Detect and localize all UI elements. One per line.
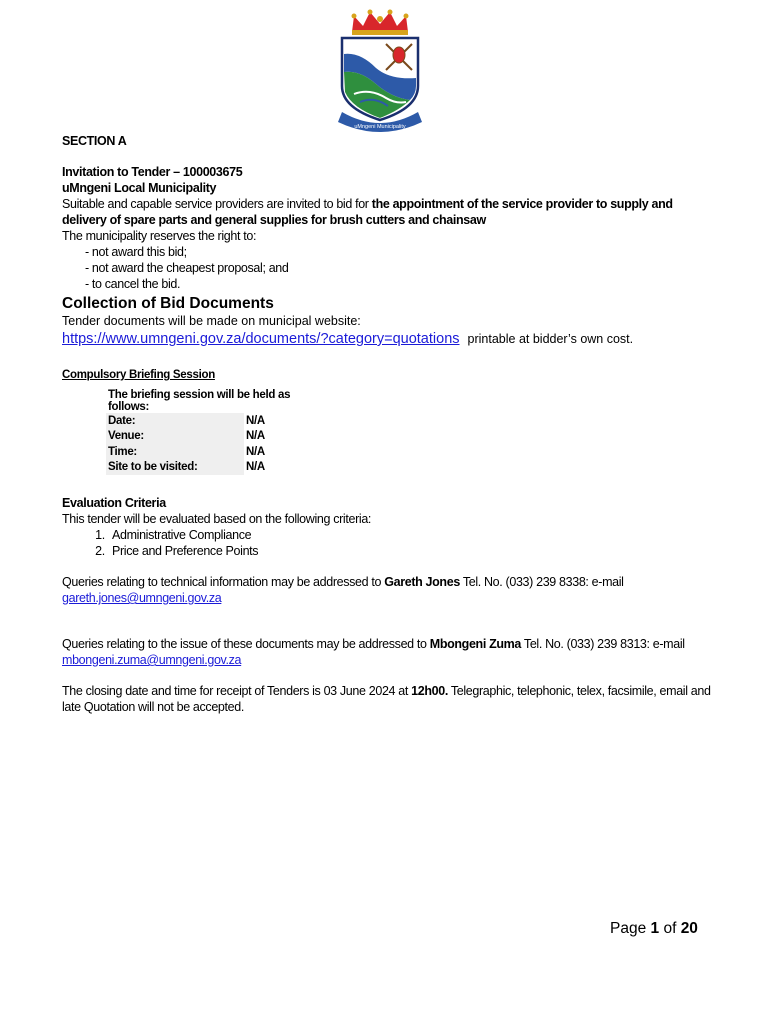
briefing-value: N/A: [246, 445, 265, 458]
briefing-heading: Compulsory Briefing Session: [62, 369, 215, 381]
criteria-item: 1. Administrative Compliance: [108, 527, 712, 543]
collection-text: Tender documents will be made on municipal website:: [62, 314, 361, 328]
briefing-row: [106, 460, 332, 476]
section-heading: SECTION A: [62, 134, 127, 148]
briefing-row: [106, 444, 332, 460]
contact-tel: Tel. No. (033) 239 8338: e-mail: [459, 575, 624, 589]
closing-time: 12h00.: [411, 684, 448, 698]
crest-shield: [342, 38, 418, 120]
documents-email-link[interactable]: mbongeni.zuma@umngeni.gov.za: [62, 653, 242, 667]
criteria-list: [62, 527, 712, 559]
briefing-value: N/A: [246, 461, 265, 474]
page-label: Page: [610, 920, 651, 937]
reserves-text: The municipality reserves the right to:: [62, 229, 257, 243]
right-item: - to cancel the bid.: [85, 277, 181, 291]
briefing-row: [106, 413, 332, 429]
briefing-label: Date:: [106, 413, 244, 429]
briefing-label: Site to be visited:: [106, 460, 244, 476]
collection-cost-note: printable at bidder’s own cost.: [467, 332, 634, 346]
briefing-table: [106, 389, 332, 475]
municipal-crest-logo: [330, 8, 430, 136]
briefing-value: N/A: [246, 414, 265, 427]
current-page: 1: [650, 920, 660, 937]
closing-prefix: The closing date and time for receipt of Tenders is 03 June 2024 at: [62, 684, 412, 698]
crest-scroll-text: uMngeni Municipality: [354, 124, 406, 130]
briefing-value: N/A: [246, 430, 265, 443]
intro-bold-text: the appointment of the service provider to supply and delivery of spare parts and general supplies for brush cutters and chainsaw: [62, 197, 673, 227]
tender-documents-link[interactable]: https://www.umngeni.gov.za/documents/?category=quotations: [62, 331, 460, 347]
briefing-label: Venue:: [106, 429, 244, 445]
technical-query: [62, 574, 712, 606]
invitation-intro: [62, 196, 712, 228]
page-number: [610, 920, 698, 938]
closing-statement: [62, 683, 712, 715]
briefing-intro-row: [106, 389, 332, 413]
query-prefix: Queries relating to technical information may be addressed to: [62, 575, 385, 589]
query-prefix: Queries relating to the issue of these documents may be addressed to: [62, 637, 430, 651]
collection-url-line: [62, 331, 712, 347]
contact-name: Mbongeni Zuma: [429, 637, 522, 651]
right-item: - not award this bid;: [85, 245, 187, 259]
municipality-name: uMngeni Local Municipality: [62, 181, 217, 195]
of-label: of: [659, 920, 681, 937]
technical-email-link[interactable]: gareth.jones@umngeni.gov.za: [62, 591, 222, 605]
crest-crown: [352, 10, 409, 36]
right-item: - not award the cheapest proposal; and: [85, 261, 289, 275]
contact-tel: Tel. No. (033) 239 8313: e-mail: [521, 637, 685, 651]
collection-heading: Collection of Bid Documents: [62, 295, 274, 312]
intro-text: Suitable and capable service providers are invited to bid for: [62, 197, 372, 211]
briefing-row: [106, 429, 332, 445]
invitation-title: Invitation to Tender – 100003675: [62, 165, 243, 179]
total-pages: 20: [680, 920, 698, 937]
briefing-label: Time:: [106, 444, 244, 460]
evaluation-heading: Evaluation Criteria: [62, 496, 166, 510]
criteria-item: 2. Price and Preference Points: [108, 543, 712, 559]
document-content: [62, 133, 712, 715]
closing-suffix: Telegraphic, telephonic, telex, facsimile, email and late Quotation will not be accepted.: [62, 684, 711, 714]
briefing-intro: The briefing session will be held as follows:: [108, 389, 291, 413]
evaluation-text: This tender will be evaluated based on the following criteria:: [62, 512, 372, 526]
contact-name: Gareth Jones: [384, 575, 460, 589]
documents-query: [62, 636, 712, 668]
